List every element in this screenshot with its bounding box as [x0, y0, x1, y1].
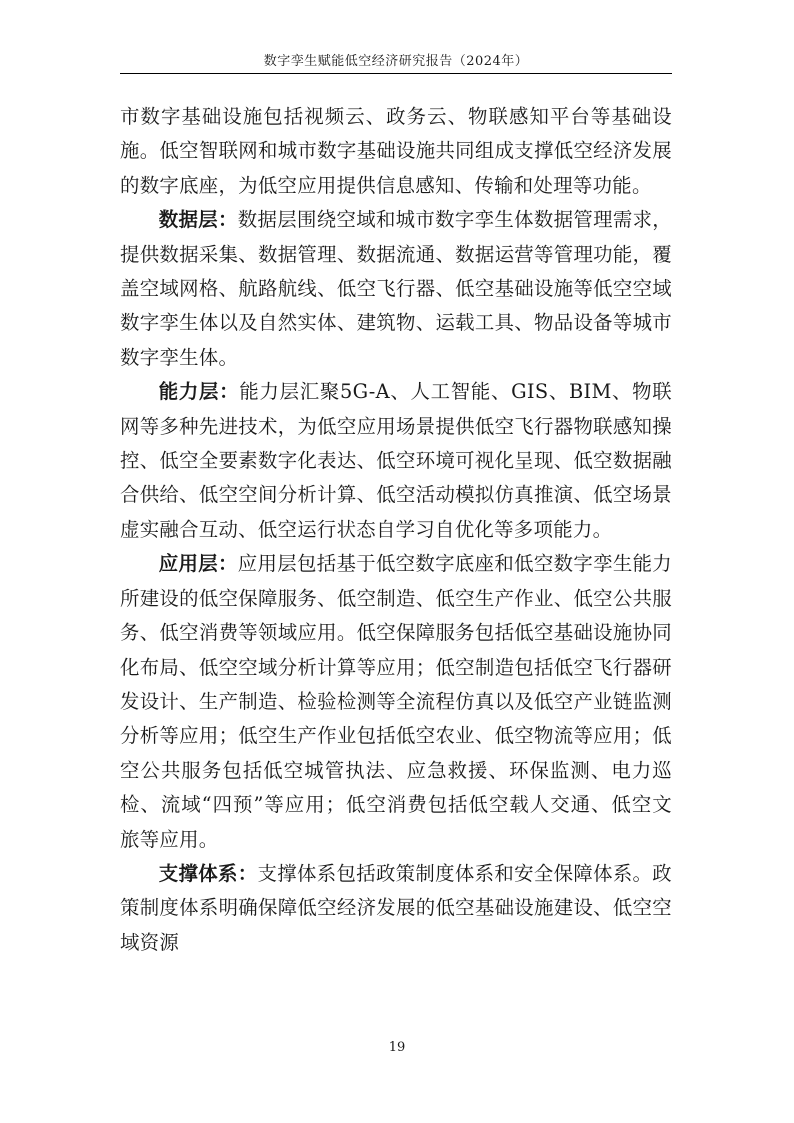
running-header: 数字孪生赋能低空经济研究报告（2024年）	[263, 54, 529, 69]
paragraph-text: 市数字基础设施包括视频云、政务云、物联感知平台等基础设施。低空智联网和城市数字基础设施共同组成支撑低空经济发展的数字底座，为低空应用提供信息感知、传输和处理等功能。	[120, 105, 672, 197]
paragraph-continuation	[120, 100, 672, 203]
paragraph-support-system	[120, 857, 672, 960]
section-lead-data-layer: 数据层：	[158, 208, 238, 232]
paragraph-capability-layer	[120, 375, 672, 547]
paragraph-application-layer	[120, 547, 672, 857]
page-number: 19	[388, 1040, 406, 1055]
paragraph-text: 数据层围绕空域和城市数字孪生体数据管理需求，提供数据采集、数据管理、数据流通、数据运营等管理功能，覆盖空域网格、航路航线、低空飞行器、低空基础设施等低空空域数字孪生体以及自然实体、建筑物、运载工具、物品设备等城市数字孪生体。	[120, 208, 672, 369]
paragraph-text: 支撑体系包括政策制度体系和安全保障体系。政策制度体系明确保障低空经济发展的低空基础设施建设、低空空域资源	[120, 861, 672, 954]
paragraph-text: 应用层包括基于低空数字底座和低空数字孪生能力所建设的低空保障服务、低空制造、低空生产作业、低空公共服务、低空消费等领域应用。低空保障服务包括低空基础设施协同化布局、低空空域分析计算等应用；低空制造包括低空飞行器研发设计、生产制造、检验检测等全流程仿真以及低空产业链监测分析等应用；低空生产作业包括低空农业、低空物流等应用；低空公共服务包括低空城管执法、应急救援、环保监测、电力巡检、流域“四预”等应用；低空消费包括低空载人交通、低空文旅等应用。	[120, 552, 672, 851]
header-divider	[120, 73, 672, 74]
section-lead-application-layer: 应用层：	[158, 552, 238, 576]
paragraph-text: 能力层汇聚5G-A、人工智能、GIS、BIM、物联网等多种先进技术，为低空应用场景提供低空飞行器物联感知操控、低空全要素数字化表达、低空环境可视化呈现、低空数据融合供给、低空空间分析计算、低空活动模拟仿真推演、低空场景虚实融合互动、低空运行状态自学习自优化等多项能力。	[120, 380, 672, 541]
section-lead-capability-layer: 能力层：	[158, 380, 240, 404]
body-text	[120, 100, 672, 960]
paragraph-data-layer	[120, 203, 672, 375]
section-lead-support-system: 支撑体系：	[158, 861, 258, 885]
